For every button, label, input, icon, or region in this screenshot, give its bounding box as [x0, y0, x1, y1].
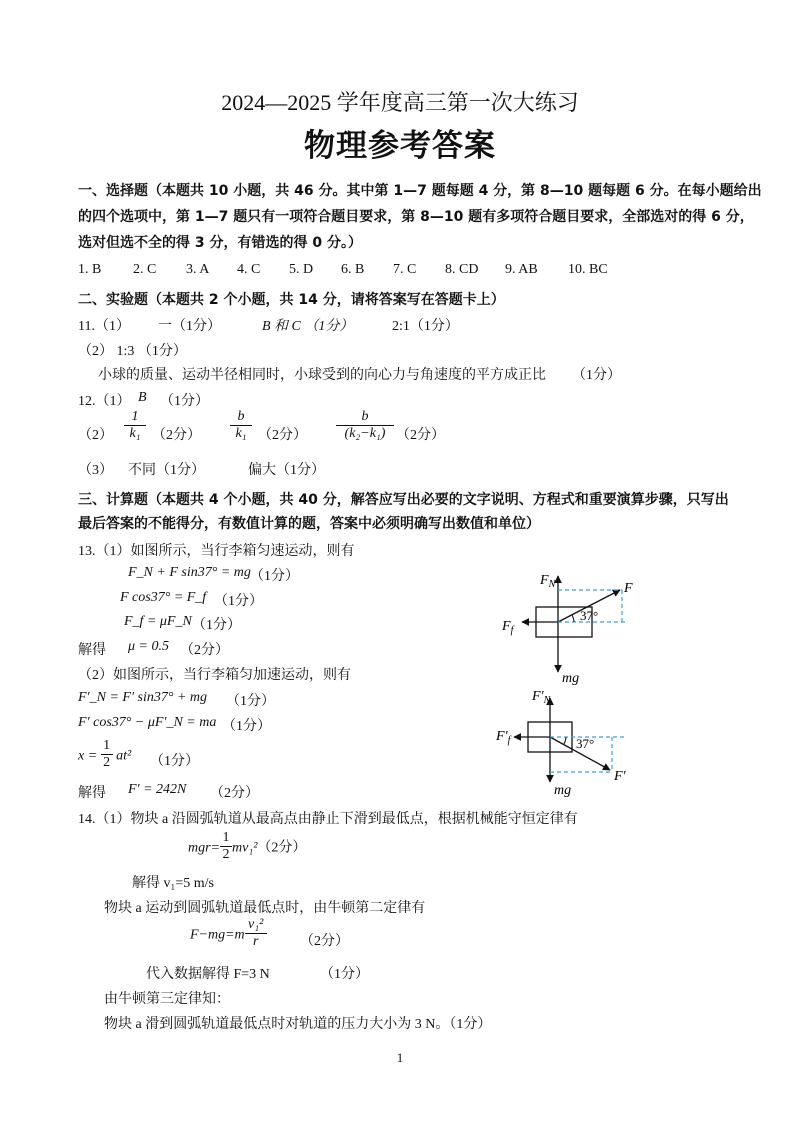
q14-part1-intro: 14.（1）物块 a 沿圆弧轨道从最高点由静止下滑到最低点，根据机械能守恒定律有	[78, 812, 578, 827]
q14-eq1	[188, 832, 306, 865]
q12-part3-a: 不同（1分）	[128, 463, 205, 478]
force-diagram-uniform	[496, 560, 656, 690]
section1-intro-line3: 选对但选不全的得 3 分，有错选的得 0 分。）	[78, 235, 362, 251]
q14-part1-conclusion: 物块 a 滑到圆弧轨道最低点时对轨道的压力大小为 3 N。（1分）	[104, 1017, 492, 1032]
normal-force-label	[539, 573, 557, 590]
q13-eq2: F cos37° = F_f	[120, 590, 207, 605]
q12-fraction-2	[230, 411, 252, 444]
q13-eq3: F_f = μF_N	[124, 614, 192, 629]
angle-arc	[564, 737, 566, 744]
section3-intro-line2: 最后答案的不能得分，有数值计算的题，答案中必须明确写出数值和单位）	[78, 516, 540, 532]
q12-f2-score: （2分）	[258, 428, 307, 443]
mcq-answer-8: 8. CD	[445, 262, 479, 277]
page-title: 物理参考答案	[304, 128, 496, 164]
q12-f1-score: （2分）	[152, 428, 201, 443]
q12-part2-label: （2）	[78, 428, 113, 443]
q14-eq2-num: v₁²	[248, 917, 264, 932]
normal-force-letter: F	[540, 573, 549, 588]
friction-letter: F	[502, 619, 511, 634]
q14-part1-step2: 物块 a 运动到圆弧轨道最低点时，由牛顿第二定律有	[104, 901, 426, 916]
q14-solution1: 解得 v₁=5 m/s	[132, 876, 215, 891]
q13-eq2-score: （1分）	[214, 594, 263, 609]
q13-solution1: μ = 0.5	[128, 639, 169, 654]
q13-eq6-den: 2	[103, 755, 111, 770]
q11-conclusion-score: （1分）	[572, 368, 621, 383]
gravity-label: mg	[562, 671, 580, 686]
normal-force-sub: N	[543, 695, 551, 706]
q13-eq5-score: （1分）	[222, 719, 271, 734]
q13-eq4-score: （1分）	[226, 694, 275, 709]
mcq-answer-5: 5. D	[289, 262, 314, 277]
q14-eq2-score: （2分）	[300, 934, 349, 949]
q12-f1-den: k₁	[129, 426, 141, 441]
q14-eq2	[190, 919, 267, 952]
q13-eq6	[78, 740, 131, 773]
q12-part3-b: 偏大（1分）	[248, 463, 325, 478]
mcq-answer-4: 4. C	[237, 262, 261, 277]
applied-force-label: F′	[614, 769, 626, 784]
section3-intro-line1: 三、计算题（本题共 4 个小题，共 40 分，解答应写出必要的文字说明、方程式和重要演算步骤，只写出	[78, 492, 729, 508]
normal-force-sub: N	[548, 579, 556, 590]
q13-solution1-score: （2分）	[180, 643, 229, 658]
q11-answer-a: 一（1分）	[158, 319, 221, 334]
page-number: 1	[396, 1050, 404, 1065]
q12-f1-num: 1	[131, 409, 139, 424]
q14-eq1-rhs: mv₁²	[232, 840, 258, 856]
q13-part1-intro: 13.（1）如图所示，当行李箱匀速运动，则有	[78, 544, 355, 559]
q13-eq6-rhs: at²	[116, 748, 132, 764]
mcq-answer-1: 1. B	[78, 262, 102, 277]
section2-intro: 二、实验题（本题共 2 个小题，共 14 分，请将答案写在答题卡上）	[78, 292, 505, 308]
q12-fraction-1	[124, 411, 146, 444]
friction-letter: F′	[496, 729, 508, 744]
normal-force-label	[531, 689, 552, 706]
q13-solution1-label: 解得	[78, 643, 106, 658]
q11-number: 11.（1）	[78, 319, 130, 334]
q13-part2-intro: （2）如图所示，当行李箱匀加速运动，则有	[78, 668, 351, 683]
friction-sub: f	[510, 625, 514, 636]
q12-f3-score: （2分）	[396, 428, 445, 443]
angle-label: 37°	[576, 736, 595, 751]
q12-f2-num: b	[237, 409, 245, 424]
applied-force-label: F	[624, 581, 633, 596]
q12-part1-answer: B	[138, 390, 147, 405]
q11-conclusion: 小球的质量、运动半径相同时，小球受到的向心力与角速度的平方成正比	[98, 368, 546, 383]
q11-answer-c: 2:1（1分）	[392, 319, 459, 334]
q13-solution2-label: 解得	[78, 786, 106, 801]
q14-eq2-den: r	[252, 934, 259, 949]
q12-f3-num: b	[361, 409, 369, 424]
q14-eq1-score: （2分）	[257, 840, 307, 856]
q14-part1-step3: 由牛顿第三定律知：	[104, 992, 230, 1007]
q13-solution2-score: （2分）	[210, 786, 259, 801]
q13-eq1-score: （1分）	[250, 569, 299, 584]
q14-eq1-lhs: mgr=	[188, 840, 221, 856]
q13-solution2: F′ = 242N	[128, 782, 187, 797]
mcq-answer-3: 3. A	[186, 262, 210, 277]
q13-eq6-lhs: x =	[78, 748, 98, 764]
friction-label	[496, 729, 512, 746]
q12-fraction-3	[336, 411, 394, 444]
friction-label	[501, 619, 515, 636]
q12-part3-label: （3）	[78, 463, 113, 478]
force-diagram-accelerating	[496, 686, 656, 802]
q14-eq1-num: 1	[222, 830, 230, 845]
q11-part2: （2） 1:3 （1分）	[78, 344, 187, 359]
gravity-label: mg	[554, 783, 572, 798]
q12-f3-den: (k₂−k₁)	[344, 426, 386, 441]
q13-eq6-score: （1分）	[150, 754, 199, 769]
q14-eq1-den: 2	[222, 847, 230, 862]
mcq-answer-10: 10. BC	[568, 262, 608, 277]
q11-answer-b: B 和 C （1分）	[262, 319, 354, 334]
mcq-answer-9: 9. AB	[505, 262, 538, 277]
q14-solution2-score: （1分）	[320, 967, 369, 982]
q13-eq1: F_N + F sin37° = mg	[128, 565, 251, 580]
q12-f2-den: k₁	[235, 426, 247, 441]
q13-eq4: F′_N = F′ sin37° + mg	[78, 690, 208, 705]
q14-eq2-lhs: F−mg=m	[190, 927, 245, 943]
q13-eq5: F′ cos37° − μF′_N = ma	[78, 715, 217, 730]
section1-intro-line1: 一、选择题（本题共 10 小题，共 46 分。其中第 1—7 题每题 4 分，第 8—10 题每题 6 分。在每小题给出	[78, 183, 762, 199]
exam-subtitle: 2024—2025 学年度高三第一次大练习	[221, 90, 579, 115]
mcq-answer-7: 7. C	[393, 262, 417, 277]
angle-label: 37°	[580, 608, 599, 623]
q12-part1-score: （1分）	[160, 394, 209, 409]
q13-eq6-num: 1	[103, 738, 111, 753]
q12-number: 12.（1）	[78, 394, 131, 409]
section1-intro-line2: 的四个选项中，第 1—7 题只有一项符合题目要求，第 8—10 题有多项符合题目要求，全部选对的得 6 分，	[78, 209, 754, 225]
mcq-answer-2: 2. C	[133, 262, 157, 277]
q13-eq3-score: （1分）	[192, 618, 241, 633]
normal-force-letter: F′	[532, 689, 544, 704]
q14-solution2: 代入数据解得 F=3 N	[146, 967, 270, 982]
mcq-answer-6: 6. B	[341, 262, 365, 277]
angle-arc	[572, 615, 574, 622]
friction-sub: f	[507, 735, 511, 746]
